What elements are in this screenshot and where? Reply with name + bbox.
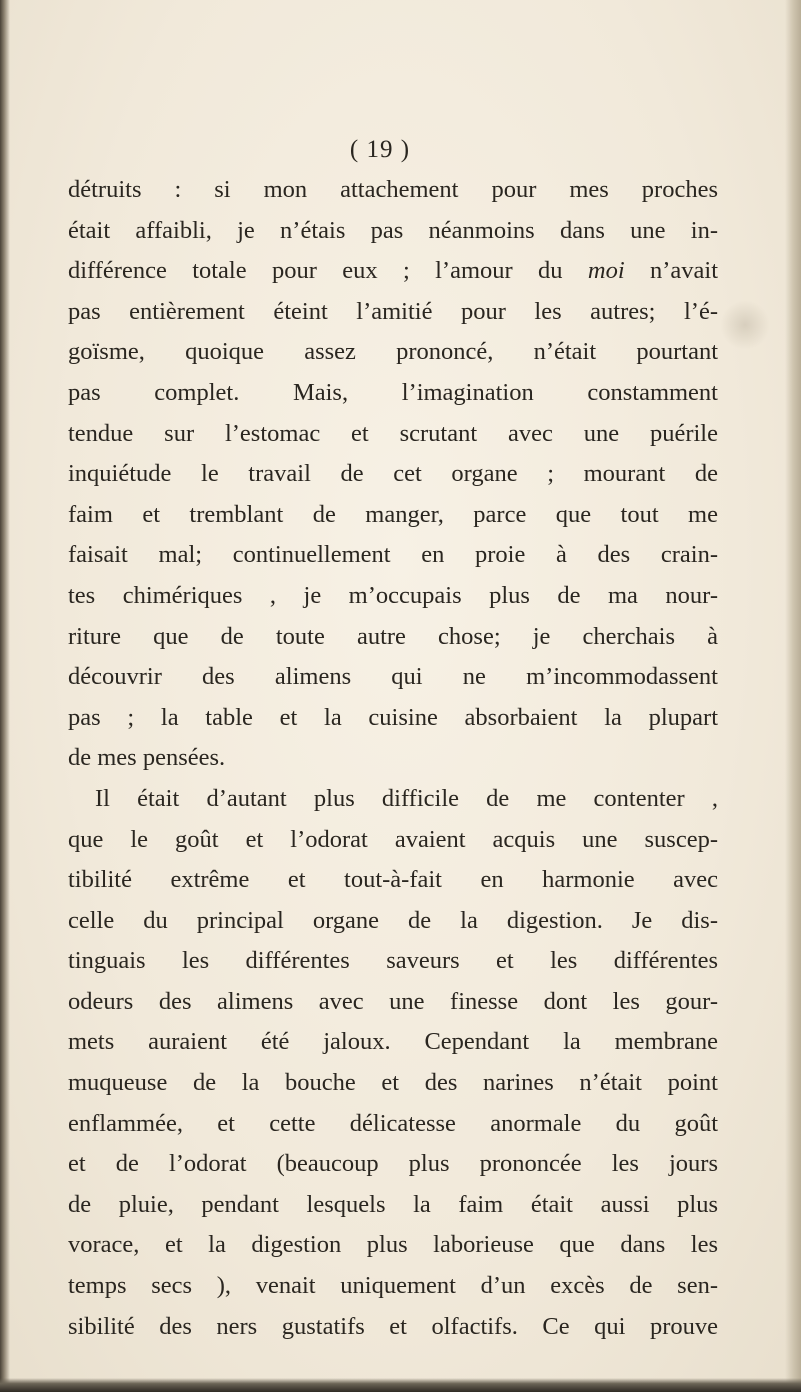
body-text — [68, 170, 718, 1347]
text-line: vorace, et la digestion plus laborieuse que dans les — [68, 1231, 718, 1259]
text-line: découvrir des alimens qui ne m’incommodassent — [68, 663, 718, 691]
text-line: tes chimériques , je m’occupais plus de ma nour- — [68, 581, 718, 609]
text-line: sibilité des ners gustatifs et olfactifs. Ce qui prouve — [68, 1312, 718, 1340]
text-line: tibilité extrême et tout-à-fait en harmonie avec — [68, 866, 718, 894]
italic-word: moi — [587, 257, 625, 285]
text-line: et de l’odorat (beaucoup plus prononcée les jours — [68, 1150, 718, 1178]
page-edge-shadow — [785, 0, 801, 1392]
text-line: tinguais les différentes saveurs et les différentes — [68, 947, 718, 975]
text-line: détruits : si mon attachement pour mes proches — [68, 176, 718, 203]
page-bottom-shadow — [0, 1378, 801, 1392]
text-line: goïsme, quoique assez prononcé, n’était pourtant — [68, 338, 718, 366]
text-line: était affaibli, je n’étais pas néanmoins dans une in- — [68, 216, 718, 244]
text-line: enflammée, et cette délicatesse anormale du goût — [68, 1109, 718, 1137]
text-line: de mes pensées. — [68, 744, 226, 772]
text-line: faim et tremblant de manger, parce que tout me — [68, 500, 718, 528]
text-line: tendue sur l’estomac et scrutant avec une puérile — [68, 419, 718, 447]
text-line: pas complet. Mais, l’imagination constamment — [68, 378, 718, 406]
text-line: mets auraient été jaloux. Cependant la membrane — [68, 1028, 718, 1056]
text-line: faisait mal; continuellement en proie à des crain- — [68, 541, 718, 569]
text-line: pas entièrement éteint l’amitié pour les autres; l’é- — [68, 297, 718, 325]
text-line: pas ; la table et la cuisine absorbaient la plupart — [68, 703, 718, 731]
text-line: celle du principal organe de la digestion. Je dis- — [68, 906, 718, 934]
text-segment: n’avait — [624, 257, 718, 285]
paper-stain — [720, 300, 770, 350]
text-line: odeurs des alimens avec une finesse dont les gour- — [68, 987, 718, 1015]
text-line: que le goût et l’odorat avaient acquis une suscep- — [68, 825, 718, 853]
text-line — [68, 251, 718, 292]
page-number: ( 19 ) — [349, 136, 411, 163]
text-line: riture que de toute autre chose; je cherchais à — [68, 622, 718, 650]
text-line: temps secs ), venait uniquement d’un excès de sen- — [68, 1272, 718, 1300]
text-segment: différence totale pour eux ; l’amour du — [68, 257, 588, 285]
text-line: Il était d’autant plus difficile de me contenter , — [95, 784, 718, 812]
text-line: muqueuse de la bouche et des narines n’était point — [68, 1069, 718, 1097]
page-binding-shadow — [0, 0, 10, 1392]
text-line: inquiétude le travail de cet organe ; mourant de — [68, 460, 718, 488]
text-line: de pluie, pendant lesquels la faim était aussi plus — [68, 1190, 718, 1218]
